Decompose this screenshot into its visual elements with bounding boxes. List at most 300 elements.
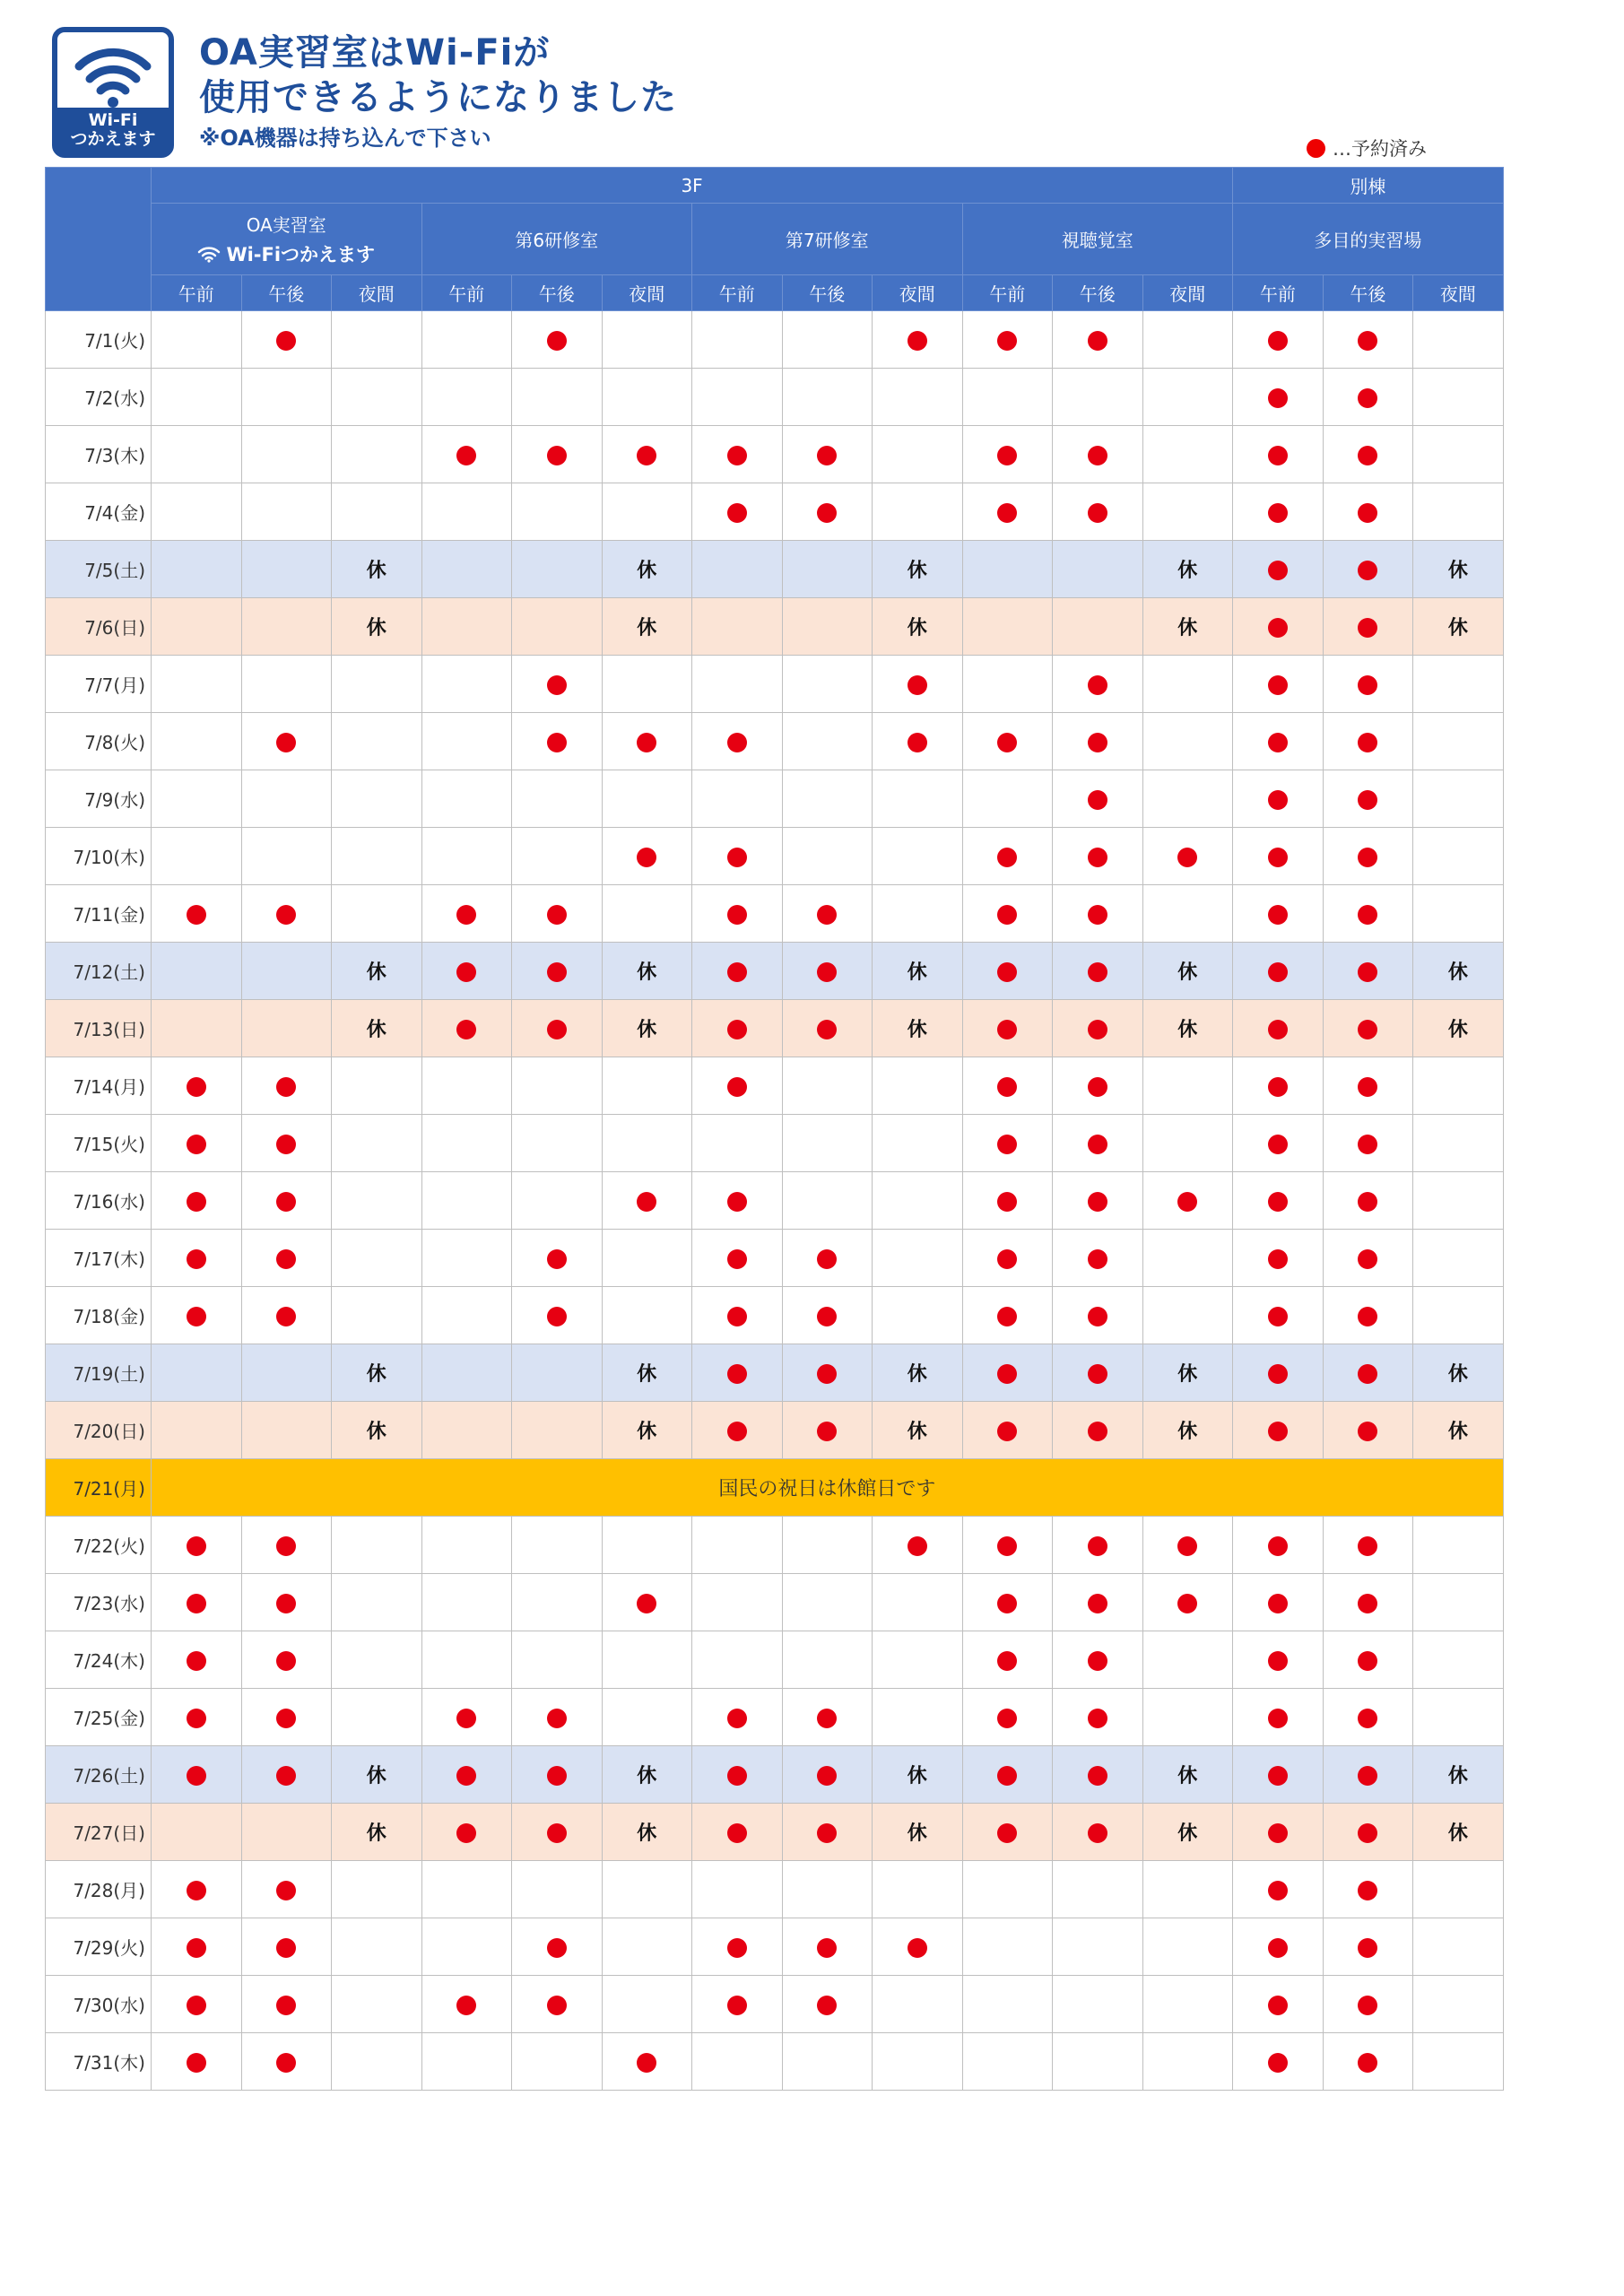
slot-cell	[1053, 1172, 1143, 1230]
slot-cell	[332, 1517, 422, 1574]
slot-cell	[962, 770, 1053, 828]
closed-label: 休	[1447, 1363, 1468, 1386]
reserved-dot-icon	[997, 1192, 1017, 1212]
reserved-dot-icon	[727, 1077, 747, 1097]
slot-cell	[1233, 1000, 1324, 1057]
closed-label: 休	[907, 1421, 927, 1443]
slot-cell	[512, 943, 603, 1000]
date-cell: 7/4(金)	[46, 483, 152, 541]
reserved-dot-icon	[1358, 388, 1377, 408]
slot-cell	[782, 598, 873, 656]
reserved-dot-icon	[1088, 1364, 1107, 1384]
reserved-dot-icon	[187, 1594, 206, 1613]
closed-label: 休	[366, 1822, 386, 1845]
slot-cell	[962, 1631, 1053, 1689]
logo-line2: つかえます	[70, 129, 156, 149]
closed-label: 休	[907, 1363, 927, 1386]
slot-cell	[782, 1287, 873, 1344]
slot-cell	[873, 1746, 963, 1804]
closed-label: 休	[1447, 617, 1468, 639]
slot-cell	[873, 1689, 963, 1746]
slot-cell	[152, 1804, 242, 1861]
reserved-dot-icon	[276, 1709, 296, 1728]
slot-cell	[1233, 713, 1324, 770]
wifi-icon	[74, 39, 152, 111]
reserved-dot-icon	[727, 1020, 747, 1039]
slot-cell	[1323, 1402, 1413, 1459]
slot-cell	[962, 1230, 1053, 1287]
slot-cell	[1233, 656, 1324, 713]
table-row	[46, 1861, 1504, 1918]
reserved-dot-icon	[1088, 1020, 1107, 1039]
reserved-dot-icon	[817, 1996, 837, 2015]
slot-cell	[1233, 369, 1324, 426]
slot-cell	[782, 2033, 873, 2091]
slot-cell	[1323, 369, 1413, 426]
slot-cell	[1142, 828, 1233, 885]
slot-cell	[692, 1115, 783, 1172]
slot-cell	[332, 1689, 422, 1746]
slot-cell	[241, 426, 332, 483]
slot-cell	[692, 483, 783, 541]
reservation-table	[45, 167, 1504, 2091]
slot-cell	[1142, 656, 1233, 713]
slot-cell	[602, 1689, 692, 1746]
slot-cell	[1413, 943, 1504, 1000]
slot-cell	[152, 1115, 242, 1172]
reserved-dot-icon	[276, 1077, 296, 1097]
slot-cell	[421, 770, 512, 828]
reserved-dot-icon	[187, 1709, 206, 1728]
reserved-dot-icon	[547, 1249, 567, 1269]
slot-cell	[241, 311, 332, 369]
reserved-dot-icon	[997, 1020, 1017, 1039]
slot-cell	[512, 828, 603, 885]
reserved-dot-icon	[1088, 790, 1107, 810]
reserved-dot-icon	[997, 1364, 1017, 1384]
slot-cell	[1142, 1344, 1233, 1402]
slot-cell	[1413, 1976, 1504, 2033]
reserved-dot-icon	[817, 1020, 837, 1039]
slot-cell	[692, 1631, 783, 1689]
date-cell: 7/28(月)	[46, 1861, 152, 1918]
slot-cell	[1233, 1172, 1324, 1230]
slot-cell	[1233, 1631, 1324, 1689]
reserved-dot-icon	[1088, 503, 1107, 523]
reserved-dot-icon	[1088, 1307, 1107, 1326]
reserved-dot-icon	[1268, 1594, 1288, 1613]
table-row	[46, 1172, 1504, 1230]
slot-cell	[692, 1344, 783, 1402]
slot-cell	[692, 656, 783, 713]
closed-label: 休	[637, 1019, 657, 1041]
slot-cell	[602, 311, 692, 369]
subtitle: ※OA機器は持ち込んで下さい	[199, 126, 491, 151]
reserved-dot-icon	[1177, 1192, 1197, 1212]
slot-cell	[962, 2033, 1053, 2091]
slot-cell	[1233, 426, 1324, 483]
slot-cell	[692, 1287, 783, 1344]
slot-cell	[152, 1918, 242, 1976]
slot-cell	[873, 656, 963, 713]
date-cell: 7/18(金)	[46, 1287, 152, 1344]
date-cell: 7/20(日)	[46, 1402, 152, 1459]
reserved-dot-icon	[276, 1192, 296, 1212]
period-header: 夜間	[1413, 275, 1504, 311]
slot-cell	[421, 1402, 512, 1459]
slot-cell	[692, 369, 783, 426]
slot-cell	[1142, 1918, 1233, 1976]
reserved-dot-icon	[1358, 1594, 1377, 1613]
slot-cell	[1413, 1517, 1504, 1574]
slot-cell	[602, 1804, 692, 1861]
slot-cell	[602, 1746, 692, 1804]
slot-cell	[1142, 1057, 1233, 1115]
slot-cell	[1323, 426, 1413, 483]
reserved-dot-icon	[187, 1996, 206, 2015]
slot-cell	[782, 426, 873, 483]
reserved-dot-icon	[276, 1536, 296, 1556]
reserved-dot-icon	[1358, 1135, 1377, 1154]
slot-cell	[873, 1918, 963, 1976]
slot-cell	[512, 1287, 603, 1344]
reserved-dot-icon	[1268, 1020, 1288, 1039]
slot-cell	[421, 1115, 512, 1172]
reserved-dot-icon	[817, 446, 837, 465]
reserved-dot-icon	[1358, 1192, 1377, 1212]
reserved-dot-icon	[1268, 675, 1288, 695]
date-cell: 7/19(土)	[46, 1344, 152, 1402]
reserved-dot-icon	[997, 1594, 1017, 1613]
reserved-dot-icon	[1307, 139, 1325, 158]
slot-cell	[962, 369, 1053, 426]
slot-cell	[1413, 541, 1504, 598]
period-header: 夜間	[332, 275, 422, 311]
date-cell: 7/14(月)	[46, 1057, 152, 1115]
slot-cell	[602, 1861, 692, 1918]
slot-cell	[602, 1344, 692, 1402]
slot-cell	[241, 1115, 332, 1172]
slot-cell	[602, 1230, 692, 1287]
slot-cell	[1233, 770, 1324, 828]
slot-cell	[692, 1172, 783, 1230]
room-name: 多目的実習場	[1314, 230, 1422, 251]
reserved-dot-icon	[547, 905, 567, 925]
slot-cell	[1413, 311, 1504, 369]
wifi-logo	[52, 27, 174, 158]
room-header	[1233, 204, 1504, 275]
slot-cell	[152, 541, 242, 598]
reserved-dot-icon	[997, 503, 1017, 523]
slot-cell	[421, 1344, 512, 1402]
period-header: 午後	[1323, 275, 1413, 311]
header-row-rooms	[46, 204, 1504, 275]
date-cell: 7/27(日)	[46, 1804, 152, 1861]
reserved-dot-icon	[1088, 848, 1107, 867]
date-cell: 7/17(木)	[46, 1230, 152, 1287]
slot-cell	[692, 1230, 783, 1287]
slot-cell	[332, 1402, 422, 1459]
slot-cell	[602, 1172, 692, 1230]
slot-cell	[962, 1172, 1053, 1230]
slot-cell	[962, 426, 1053, 483]
slot-cell	[962, 943, 1053, 1000]
slot-cell	[332, 1746, 422, 1804]
slot-cell	[692, 1000, 783, 1057]
reserved-dot-icon	[276, 1996, 296, 2015]
slot-cell	[962, 311, 1053, 369]
date-cell: 7/8(火)	[46, 713, 152, 770]
reserved-dot-icon	[1358, 962, 1377, 982]
reserved-dot-icon	[547, 733, 567, 752]
reserved-dot-icon	[1358, 1364, 1377, 1384]
closed-label: 休	[1447, 1765, 1468, 1787]
closed-label: 休	[907, 1822, 927, 1845]
slot-cell	[873, 1861, 963, 1918]
slot-cell	[332, 1287, 422, 1344]
reserved-dot-icon	[997, 733, 1017, 752]
slot-cell	[1323, 1057, 1413, 1115]
slot-cell	[602, 713, 692, 770]
slot-cell	[1142, 1689, 1233, 1746]
reserved-dot-icon	[1358, 1766, 1377, 1786]
table-row	[46, 1230, 1504, 1287]
reserved-dot-icon	[727, 733, 747, 752]
date-cell: 7/21(月)	[46, 1459, 152, 1517]
slot-cell	[421, 369, 512, 426]
reserved-dot-icon	[727, 1938, 747, 1958]
slot-cell	[421, 1631, 512, 1689]
closed-label: 休	[366, 617, 386, 639]
slot-cell	[1142, 1517, 1233, 1574]
closed-label: 休	[1177, 1363, 1198, 1386]
slot-cell	[421, 311, 512, 369]
slot-cell	[241, 1402, 332, 1459]
slot-cell	[241, 598, 332, 656]
reserved-dot-icon	[547, 1766, 567, 1786]
slot-cell	[1142, 1402, 1233, 1459]
reserved-dot-icon	[1358, 618, 1377, 638]
reserved-dot-icon	[1358, 503, 1377, 523]
closed-label: 休	[1177, 560, 1198, 582]
date-cell: 7/31(木)	[46, 2033, 152, 2091]
slot-cell	[1323, 656, 1413, 713]
slot-cell	[152, 598, 242, 656]
slot-cell	[152, 885, 242, 943]
room-name: 第7研修室	[785, 230, 869, 251]
slot-cell	[332, 1804, 422, 1861]
slot-cell	[962, 1574, 1053, 1631]
slot-cell	[1053, 885, 1143, 943]
slot-cell	[1233, 1746, 1324, 1804]
slot-cell	[1053, 1344, 1143, 1402]
closed-label: 休	[1447, 1421, 1468, 1443]
reserved-dot-icon	[456, 1996, 476, 2015]
slot-cell	[1323, 828, 1413, 885]
slot-cell	[1323, 2033, 1413, 2091]
slot-cell	[512, 1172, 603, 1230]
slot-cell	[421, 1057, 512, 1115]
table-row	[46, 1115, 1504, 1172]
reserved-dot-icon	[727, 1766, 747, 1786]
table-row	[46, 1631, 1504, 1689]
slot-cell	[1233, 2033, 1324, 2091]
slot-cell	[152, 1402, 242, 1459]
reserved-dot-icon	[1358, 446, 1377, 465]
reserved-dot-icon	[547, 1020, 567, 1039]
reserved-dot-icon	[187, 1766, 206, 1786]
closed-label: 休	[1177, 1421, 1198, 1443]
slot-cell	[602, 1918, 692, 1976]
slot-cell	[1053, 1918, 1143, 1976]
holiday-message: 国民の祝日は休館日です	[152, 1459, 1504, 1517]
slot-cell	[332, 943, 422, 1000]
reserved-dot-icon	[637, 446, 656, 465]
slot-cell	[1413, 1574, 1504, 1631]
period-header: 午後	[241, 275, 332, 311]
slot-cell	[782, 311, 873, 369]
closed-label: 休	[366, 560, 386, 582]
slot-cell	[602, 1402, 692, 1459]
period-header: 午前	[421, 275, 512, 311]
slot-cell	[1323, 1976, 1413, 2033]
slot-cell	[1323, 1115, 1413, 1172]
table-row	[46, 541, 1504, 598]
slot-cell	[332, 2033, 422, 2091]
reserved-dot-icon	[1358, 1709, 1377, 1728]
reserved-dot-icon	[187, 1077, 206, 1097]
slot-cell	[241, 541, 332, 598]
slot-cell	[332, 1631, 422, 1689]
slot-cell	[152, 713, 242, 770]
slot-cell	[873, 1115, 963, 1172]
slot-cell	[241, 885, 332, 943]
closed-label: 休	[366, 1421, 386, 1443]
table-row	[46, 885, 1504, 943]
slot-cell	[602, 541, 692, 598]
reserved-dot-icon	[187, 1651, 206, 1671]
reserved-dot-icon	[817, 503, 837, 523]
slot-cell	[512, 1402, 603, 1459]
slot-cell	[782, 1804, 873, 1861]
reserved-dot-icon	[1358, 1077, 1377, 1097]
reserved-dot-icon	[1268, 1766, 1288, 1786]
slot-cell	[692, 1918, 783, 1976]
room-wifi-label: Wi-Fiつかえます	[226, 244, 376, 265]
room-wifi-note	[152, 240, 421, 267]
slot-cell	[152, 1574, 242, 1631]
slot-cell	[1233, 1517, 1324, 1574]
table-row	[46, 1459, 1504, 1517]
slot-cell	[1233, 1230, 1324, 1287]
reserved-dot-icon	[817, 962, 837, 982]
slot-cell	[782, 1402, 873, 1459]
period-header: 午後	[782, 275, 873, 311]
date-cell: 7/3(木)	[46, 426, 152, 483]
reserved-dot-icon	[1358, 1249, 1377, 1269]
slot-cell	[421, 2033, 512, 2091]
reserved-dot-icon	[1358, 1823, 1377, 1843]
slot-cell	[512, 1918, 603, 1976]
slot-cell	[1323, 1287, 1413, 1344]
slot-cell	[241, 1287, 332, 1344]
slot-cell	[873, 943, 963, 1000]
slot-cell	[782, 1172, 873, 1230]
slot-cell	[1053, 483, 1143, 541]
reserved-dot-icon	[1358, 905, 1377, 925]
slot-cell	[1233, 1689, 1324, 1746]
reserved-dot-icon	[727, 446, 747, 465]
slot-cell	[1233, 1861, 1324, 1918]
reserved-dot-icon	[1268, 2053, 1288, 2073]
slot-cell	[241, 2033, 332, 2091]
reserved-dot-icon	[997, 1422, 1017, 1441]
reserved-dot-icon	[1088, 1536, 1107, 1556]
reserved-dot-icon	[1268, 1422, 1288, 1441]
table-row	[46, 2033, 1504, 2091]
reserved-dot-icon	[1088, 1422, 1107, 1441]
slot-cell	[602, 1976, 692, 2033]
slot-cell	[1142, 2033, 1233, 2091]
slot-cell	[873, 1517, 963, 1574]
slot-cell	[692, 1804, 783, 1861]
slot-cell	[421, 943, 512, 1000]
slot-cell	[152, 1976, 242, 2033]
reserved-dot-icon	[1268, 503, 1288, 523]
slot-cell	[1053, 426, 1143, 483]
slot-cell	[512, 1746, 603, 1804]
reserved-dot-icon	[187, 905, 206, 925]
reserved-dot-icon	[276, 1594, 296, 1613]
slot-cell	[1053, 1230, 1143, 1287]
slot-cell	[1323, 770, 1413, 828]
reserved-dot-icon	[456, 962, 476, 982]
reserved-dot-icon	[1358, 2053, 1377, 2073]
slot-cell	[692, 2033, 783, 2091]
slot-cell	[512, 1344, 603, 1402]
reserved-dot-icon	[727, 1823, 747, 1843]
slot-cell	[512, 1689, 603, 1746]
slot-cell	[1053, 1287, 1143, 1344]
slot-cell	[1053, 1689, 1143, 1746]
table-row	[46, 943, 1504, 1000]
reserved-dot-icon	[727, 1192, 747, 1212]
slot-cell	[1323, 1631, 1413, 1689]
slot-cell	[1323, 1918, 1413, 1976]
slot-cell	[1323, 598, 1413, 656]
slot-cell	[782, 1057, 873, 1115]
date-cell: 7/1(火)	[46, 311, 152, 369]
slot-cell	[873, 770, 963, 828]
slot-cell	[782, 828, 873, 885]
slot-cell	[332, 1344, 422, 1402]
slot-cell	[962, 1918, 1053, 1976]
slot-cell	[962, 1689, 1053, 1746]
slot-cell	[1413, 656, 1504, 713]
table-row	[46, 598, 1504, 656]
slot-cell	[782, 1344, 873, 1402]
date-cell: 7/25(金)	[46, 1689, 152, 1746]
slot-cell	[512, 713, 603, 770]
slot-cell	[1413, 1689, 1504, 1746]
slot-cell	[332, 770, 422, 828]
reserved-dot-icon	[1177, 848, 1197, 867]
slot-cell	[1413, 2033, 1504, 2091]
closed-label: 休	[366, 1019, 386, 1041]
slot-cell	[1323, 483, 1413, 541]
slot-cell	[332, 1574, 422, 1631]
slot-cell	[512, 2033, 603, 2091]
